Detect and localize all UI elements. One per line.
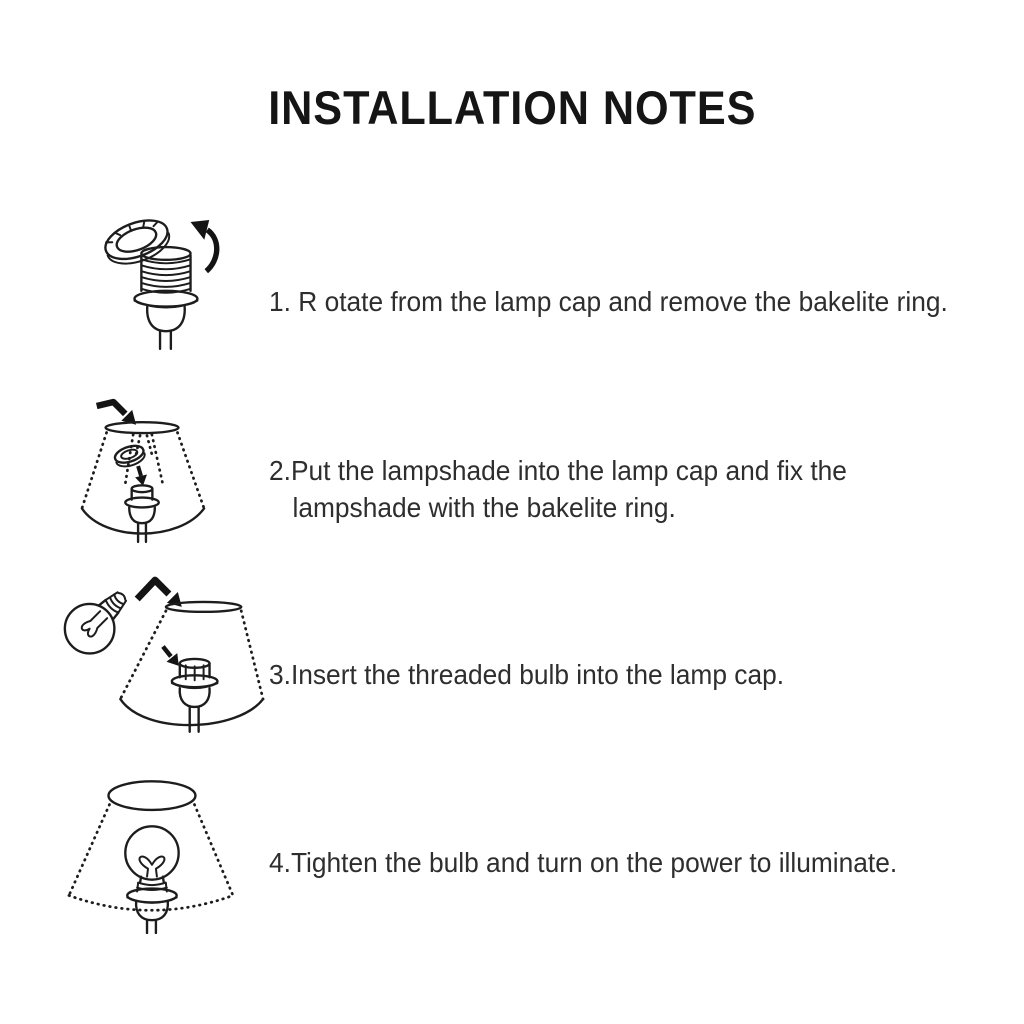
step2-line1: 2.Put the lampshade into the lamp cap and fix the bbox=[269, 455, 847, 486]
step2-line2: lampshade with the bakelite ring. bbox=[292, 492, 676, 523]
step3-text bbox=[269, 656, 817, 693]
page-title-text: INSTALLATION NOTES bbox=[267, 81, 757, 134]
step4-illustration bbox=[56, 766, 242, 934]
light-bulb-icon bbox=[125, 826, 178, 879]
step1-line1: 1. R otate from the lamp cap and remove the bakelite ring. bbox=[269, 286, 948, 317]
step1-illustration bbox=[104, 212, 222, 350]
step4-line1: 4.Tighten the bulb and turn on the power to illuminate. bbox=[269, 847, 898, 878]
insert-arrow-icon bbox=[97, 402, 136, 425]
step3-line1: 3.Insert the threaded bulb into the lamp cap. bbox=[269, 659, 785, 690]
lamp-cap bbox=[172, 659, 218, 732]
lamp-socket bbox=[127, 877, 176, 933]
rotate-arrow-icon bbox=[191, 220, 217, 271]
bakelite-ring bbox=[113, 443, 147, 470]
down-arrow-icon bbox=[163, 647, 179, 666]
page-title bbox=[0, 80, 1024, 134]
light-bulb-icon bbox=[55, 578, 141, 664]
down-arrow-icon bbox=[135, 466, 147, 486]
step2-illustration bbox=[77, 397, 210, 545]
step4-text bbox=[269, 844, 937, 881]
lamp-cap-threaded-socket bbox=[134, 247, 197, 349]
step1-text bbox=[269, 283, 991, 320]
step2-text bbox=[269, 452, 884, 526]
step3-illustration bbox=[48, 567, 268, 734]
